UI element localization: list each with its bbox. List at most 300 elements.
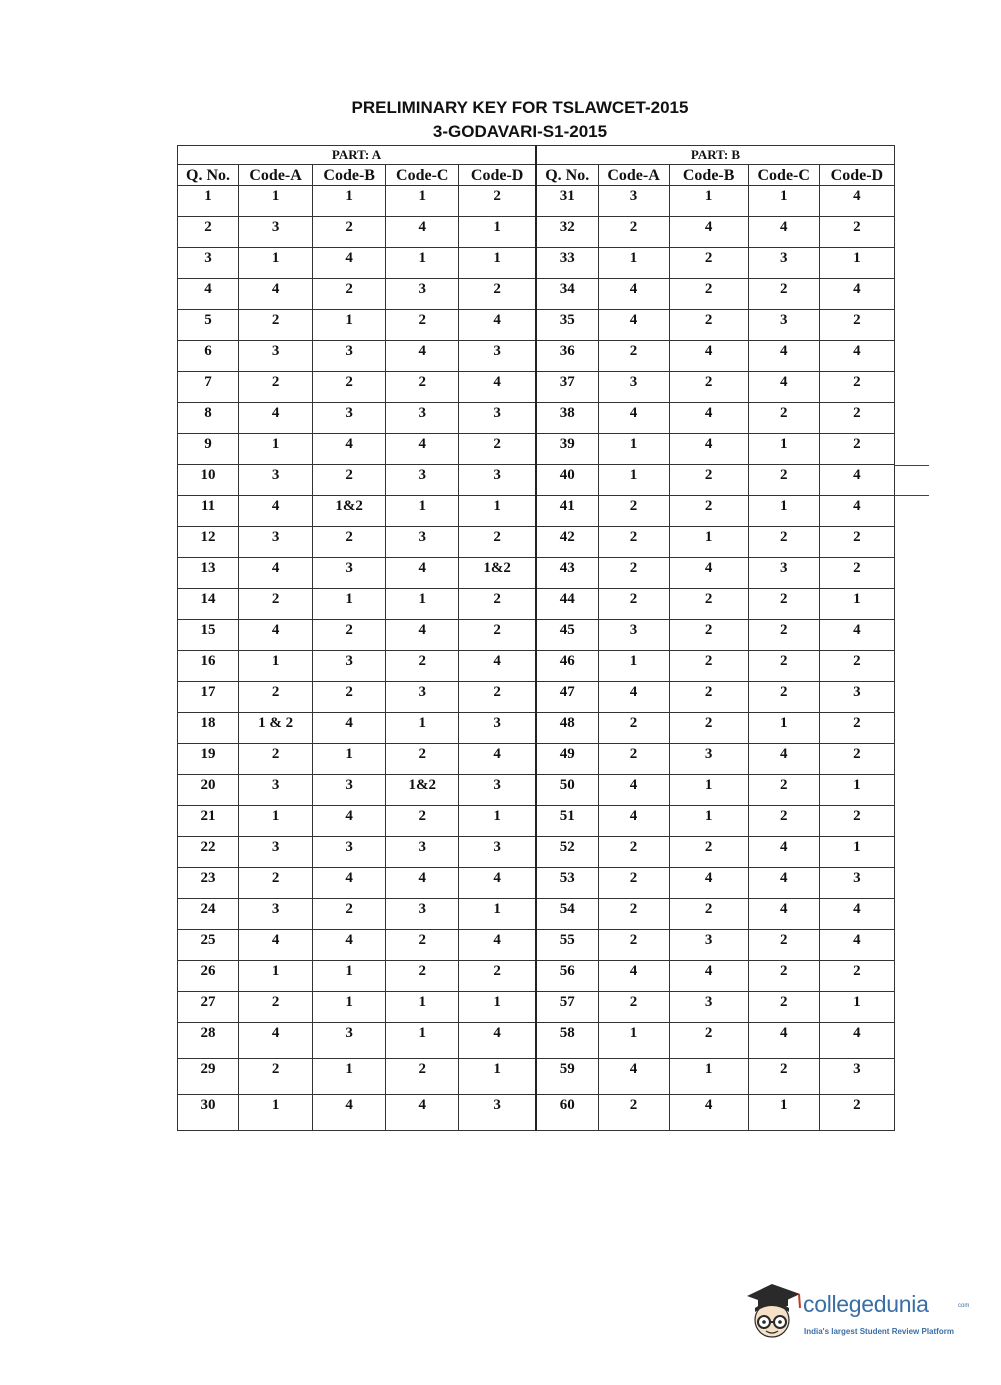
table-cell: 1 (669, 775, 748, 806)
table-cell: 2 (313, 279, 386, 310)
table-cell: 4 (239, 930, 313, 961)
brand-tagline: India's largest Student Review Platform (804, 1327, 954, 1336)
table-cell: 37 (536, 372, 598, 403)
table-cell: 1 (459, 992, 536, 1023)
table-cell: 1 (313, 961, 386, 992)
table-cell: 2 (178, 217, 239, 248)
table-cell: 2 (669, 279, 748, 310)
table-cell: 17 (178, 682, 239, 713)
table-cell: 53 (536, 868, 598, 899)
table-cell: 1 (459, 496, 536, 527)
table-cell: 23 (178, 868, 239, 899)
table-cell: 4 (459, 651, 536, 682)
table-cell: 2 (669, 682, 748, 713)
table-cell: 3 (313, 651, 386, 682)
table-cell: 3 (313, 775, 386, 806)
table-row (178, 682, 895, 713)
table-cell: 4 (598, 310, 669, 341)
table-cell: 2 (669, 310, 748, 341)
table-cell: 35 (536, 310, 598, 341)
table-cell: 3 (178, 248, 239, 279)
table-cell: 1 (459, 1059, 536, 1095)
table-row (178, 310, 895, 341)
table-cell: 1 (748, 1095, 819, 1131)
table-cell: 12 (178, 527, 239, 558)
table-cell: 4 (459, 372, 536, 403)
stray-rule-line (895, 495, 929, 496)
table-cell: 2 (459, 620, 536, 651)
table-cell: 4 (386, 434, 459, 465)
table-cell: 3 (386, 899, 459, 930)
table-row (178, 527, 895, 558)
table-cell: 40 (536, 465, 598, 496)
page-subtitle: 3-GODAVARI-S1-2015 (432, 122, 608, 141)
table-cell: 3 (386, 837, 459, 868)
column-header: Q. No. (178, 165, 239, 186)
table-cell: 57 (536, 992, 598, 1023)
table-cell: 38 (536, 403, 598, 434)
table-cell: 2 (669, 713, 748, 744)
table-cell: 4 (819, 899, 894, 930)
table-row (178, 1059, 895, 1095)
table-row (178, 372, 895, 403)
table-cell: 3 (598, 620, 669, 651)
table-cell: 2 (598, 713, 669, 744)
table-cell: 2 (819, 744, 894, 775)
table-cell: 1 (748, 434, 819, 465)
table-cell: 1 (748, 713, 819, 744)
table-cell: 2 (669, 248, 748, 279)
table-cell: 2 (598, 217, 669, 248)
table-cell: 4 (819, 930, 894, 961)
table-cell: 2 (239, 868, 313, 899)
table-cell: 4 (313, 713, 386, 744)
table-cell: 1 (239, 961, 313, 992)
table-cell: 3 (598, 372, 669, 403)
table-cell: 2 (748, 775, 819, 806)
table-cell: 3 (239, 527, 313, 558)
table-row (178, 651, 895, 682)
table-cell: 3 (669, 930, 748, 961)
table-cell: 58 (536, 1023, 598, 1059)
table-cell: 3 (386, 682, 459, 713)
table-cell: 3 (819, 1059, 894, 1095)
table-cell: 60 (536, 1095, 598, 1131)
table-cell: 2 (598, 496, 669, 527)
table-cell: 1 (313, 310, 386, 341)
table-cell: 2 (669, 651, 748, 682)
table-row (178, 992, 895, 1023)
table-cell: 33 (536, 248, 598, 279)
table-cell: 1 (748, 496, 819, 527)
table-cell: 4 (598, 1059, 669, 1095)
table-cell: 1 (459, 806, 536, 837)
table-cell: 3 (386, 465, 459, 496)
table-cell: 20 (178, 775, 239, 806)
table-cell: 2 (239, 589, 313, 620)
table-cell: 49 (536, 744, 598, 775)
table-cell: 3 (313, 558, 386, 589)
table-cell: 34 (536, 279, 598, 310)
table-cell: 56 (536, 961, 598, 992)
table-cell: 3 (459, 775, 536, 806)
table-cell: 2 (598, 930, 669, 961)
table-cell: 2 (239, 372, 313, 403)
table-row (178, 434, 895, 465)
table-cell: 4 (239, 620, 313, 651)
answer-key-table (177, 145, 895, 1131)
brand-name: collegedunia (803, 1291, 929, 1317)
table-cell: 4 (669, 434, 748, 465)
table-cell: 2 (313, 527, 386, 558)
column-header: Code-B (313, 165, 386, 186)
table-cell: 1 (598, 434, 669, 465)
table-row (178, 744, 895, 775)
table-cell: 2 (386, 744, 459, 775)
table-cell: 50 (536, 775, 598, 806)
table-cell: 2 (819, 558, 894, 589)
table-cell: 2 (598, 992, 669, 1023)
table-cell: 4 (669, 558, 748, 589)
table-cell: 4 (669, 403, 748, 434)
table-cell: 4 (239, 1023, 313, 1059)
column-header: Code-C (748, 165, 819, 186)
table-cell: 41 (536, 496, 598, 527)
table-cell: 4 (386, 1095, 459, 1131)
table-cell: 2 (386, 372, 459, 403)
table-cell: 2 (598, 589, 669, 620)
table-cell: 2 (313, 620, 386, 651)
table-cell: 2 (598, 341, 669, 372)
table-cell: 18 (178, 713, 239, 744)
table-cell: 2 (669, 1023, 748, 1059)
table-cell: 6 (178, 341, 239, 372)
table-cell: 2 (669, 837, 748, 868)
table-cell: 3 (239, 837, 313, 868)
table-cell: 1 (239, 186, 313, 217)
table-cell: 2 (313, 899, 386, 930)
table-cell: 2 (459, 279, 536, 310)
table-cell: 4 (313, 434, 386, 465)
table-cell: 1 (819, 589, 894, 620)
table-cell: 1 (386, 713, 459, 744)
table-cell: 2 (239, 1059, 313, 1095)
table-cell: 31 (536, 186, 598, 217)
table-row (178, 713, 895, 744)
table-cell: 3 (459, 341, 536, 372)
table-cell: 2 (239, 992, 313, 1023)
table-cell: 2 (748, 279, 819, 310)
table-cell: 3 (313, 341, 386, 372)
table-cell: 59 (536, 1059, 598, 1095)
page-title: PRELIMINARY KEY FOR TSLAWCET-2015 (351, 98, 689, 117)
table-cell: 4 (669, 961, 748, 992)
table-cell: 4 (313, 248, 386, 279)
table-cell: 2 (748, 992, 819, 1023)
table-cell: 4 (239, 403, 313, 434)
table-cell: 21 (178, 806, 239, 837)
table-cell: 39 (536, 434, 598, 465)
table-cell: 2 (819, 806, 894, 837)
table-cell: 1 (239, 651, 313, 682)
table-cell: 3 (239, 899, 313, 930)
table-cell: 1 (386, 589, 459, 620)
table-row (178, 403, 895, 434)
table-cell: 3 (669, 992, 748, 1023)
table-cell: 4 (386, 217, 459, 248)
table-cell: 4 (386, 868, 459, 899)
table-cell: 4 (313, 930, 386, 961)
table-cell: 4 (748, 837, 819, 868)
table-cell: 3 (748, 248, 819, 279)
table-cell: 1 (313, 186, 386, 217)
table-cell: 4 (313, 868, 386, 899)
table-cell: 4 (598, 806, 669, 837)
table-cell: 4 (313, 1095, 386, 1131)
table-cell: 1 (386, 248, 459, 279)
table-cell: 2 (819, 1095, 894, 1131)
table-cell: 3 (459, 1095, 536, 1131)
table-cell: 4 (459, 310, 536, 341)
table-cell: 2 (313, 682, 386, 713)
table-cell: 2 (239, 744, 313, 775)
column-header: Q. No. (536, 165, 598, 186)
table-cell: 1 (178, 186, 239, 217)
table-cell: 4 (669, 217, 748, 248)
table-cell: 16 (178, 651, 239, 682)
table-cell: 5 (178, 310, 239, 341)
table-row (178, 1023, 895, 1059)
table-cell: 36 (536, 341, 598, 372)
table-cell: 2 (598, 1095, 669, 1131)
table-cell: 3 (748, 558, 819, 589)
table-cell: 2 (598, 558, 669, 589)
table-cell: 51 (536, 806, 598, 837)
table-cell: 3 (598, 186, 669, 217)
table-row (178, 837, 895, 868)
table-cell: 2 (669, 465, 748, 496)
table-cell: 2 (313, 465, 386, 496)
table-cell: 2 (819, 310, 894, 341)
table-cell: 2 (819, 434, 894, 465)
table-cell: 3 (459, 837, 536, 868)
table-cell: 2 (669, 496, 748, 527)
table-cell: 3 (819, 868, 894, 899)
table-cell: 2 (598, 837, 669, 868)
table-cell: 4 (748, 868, 819, 899)
table-cell: 11 (178, 496, 239, 527)
table-cell: 46 (536, 651, 598, 682)
table-cell: 3 (313, 1023, 386, 1059)
table-cell: 1 (669, 186, 748, 217)
table-cell: 3 (313, 403, 386, 434)
table-cell: 1 (819, 775, 894, 806)
table-cell: 4 (669, 868, 748, 899)
table-cell: 9 (178, 434, 239, 465)
table-cell: 2 (748, 620, 819, 651)
table-cell: 1 (313, 744, 386, 775)
table-cell: 4 (459, 868, 536, 899)
table-row (178, 496, 895, 527)
table-cell: 1 (598, 465, 669, 496)
table-cell: 4 (239, 496, 313, 527)
table-cell: 1 (598, 651, 669, 682)
table-cell: 1 (239, 434, 313, 465)
table-cell: 44 (536, 589, 598, 620)
table-cell: 1&2 (313, 496, 386, 527)
table-cell: 4 (239, 279, 313, 310)
column-header: Code-A (598, 165, 669, 186)
table-cell: 2 (386, 930, 459, 961)
table-cell: 1 (819, 248, 894, 279)
table-row (178, 899, 895, 930)
table-cell: 1 (386, 992, 459, 1023)
table-cell: 13 (178, 558, 239, 589)
column-header: Code-D (459, 165, 536, 186)
table-cell: 48 (536, 713, 598, 744)
table-cell: 19 (178, 744, 239, 775)
table-row (178, 961, 895, 992)
table-cell: 4 (598, 961, 669, 992)
table-cell: 2 (313, 372, 386, 403)
table-cell: 2 (748, 651, 819, 682)
table-row (178, 341, 895, 372)
table-cell: 2 (748, 465, 819, 496)
table-cell: 2 (239, 682, 313, 713)
table-cell: 1 (669, 1059, 748, 1095)
table-cell: 2 (386, 310, 459, 341)
table-cell: 3 (239, 341, 313, 372)
table-cell: 1 (459, 899, 536, 930)
stray-rule-line (895, 465, 929, 466)
table-cell: 28 (178, 1023, 239, 1059)
table-row (178, 217, 895, 248)
table-cell: 43 (536, 558, 598, 589)
table-cell: 2 (386, 651, 459, 682)
part-b-header: PART: B (536, 146, 895, 165)
table-cell: 2 (748, 682, 819, 713)
table-cell: 4 (748, 217, 819, 248)
table-cell: 2 (386, 1059, 459, 1095)
column-header: Code-C (386, 165, 459, 186)
table-cell: 2 (669, 372, 748, 403)
table-cell: 4 (748, 341, 819, 372)
table-cell: 2 (748, 527, 819, 558)
table-cell: 1 (819, 837, 894, 868)
table-cell: 42 (536, 527, 598, 558)
table-cell: 1 (239, 248, 313, 279)
table-cell: 14 (178, 589, 239, 620)
table-cell: 4 (313, 806, 386, 837)
table-cell: 3 (386, 403, 459, 434)
column-header: Code-D (819, 165, 894, 186)
table-cell: 4 (748, 744, 819, 775)
table-row (178, 930, 895, 961)
table-cell: 3 (239, 465, 313, 496)
table-cell: 2 (598, 527, 669, 558)
table-cell: 54 (536, 899, 598, 930)
table-cell: 2 (819, 527, 894, 558)
table-cell: 4 (598, 279, 669, 310)
table-cell: 1 (313, 1059, 386, 1095)
table-cell: 2 (386, 806, 459, 837)
table-cell: 29 (178, 1059, 239, 1095)
table-cell: 4 (819, 279, 894, 310)
table-cell: 1 (386, 496, 459, 527)
table-cell: 4 (598, 403, 669, 434)
table-cell: 4 (459, 930, 536, 961)
table-row (178, 775, 895, 806)
table-cell: 2 (819, 403, 894, 434)
table-cell: 1 (313, 992, 386, 1023)
table-cell: 3 (386, 279, 459, 310)
table-cell: 2 (819, 217, 894, 248)
table-cell: 4 (819, 496, 894, 527)
table-row (178, 279, 895, 310)
table-row (178, 868, 895, 899)
table-cell: 4 (386, 341, 459, 372)
table-cell: 2 (459, 434, 536, 465)
table-cell: 4 (459, 744, 536, 775)
table-cell: 1 (669, 527, 748, 558)
table-cell: 4 (819, 1023, 894, 1059)
table-cell: 4 (386, 558, 459, 589)
table-cell: 2 (598, 744, 669, 775)
table-cell: 1 (313, 589, 386, 620)
table-cell: 45 (536, 620, 598, 651)
table-cell: 2 (819, 713, 894, 744)
table-row (178, 806, 895, 837)
table-cell: 1 (598, 1023, 669, 1059)
table-cell: 2 (459, 682, 536, 713)
table-cell: 4 (819, 341, 894, 372)
column-header: Code-A (239, 165, 313, 186)
table-cell: 2 (669, 589, 748, 620)
table-cell: 26 (178, 961, 239, 992)
table-cell: 32 (536, 217, 598, 248)
table-cell: 1 (239, 1095, 313, 1131)
table-cell: 4 (598, 775, 669, 806)
table-cell: 2 (748, 930, 819, 961)
table-cell: 3 (459, 465, 536, 496)
table-cell: 3 (459, 713, 536, 744)
table-cell: 4 (239, 558, 313, 589)
table-cell: 3 (748, 310, 819, 341)
table-row (178, 620, 895, 651)
table-cell: 1 (386, 1023, 459, 1059)
part-a-header: PART: A (178, 146, 536, 165)
table-cell: 2 (748, 1059, 819, 1095)
table-cell: 4 (819, 186, 894, 217)
table-cell: 1 (459, 248, 536, 279)
table-cell: 4 (819, 465, 894, 496)
table-cell: 22 (178, 837, 239, 868)
table-cell: 2 (459, 527, 536, 558)
column-header: Code-B (669, 165, 748, 186)
table-cell: 2 (598, 899, 669, 930)
table-row (178, 186, 895, 217)
table-cell: 1 (239, 806, 313, 837)
table-cell: 1&2 (459, 558, 536, 589)
table-cell: 4 (178, 279, 239, 310)
table-cell: 2 (669, 620, 748, 651)
table-cell: 4 (748, 1023, 819, 1059)
table-cell: 1&2 (386, 775, 459, 806)
table-cell: 1 (819, 992, 894, 1023)
table-cell: 4 (819, 620, 894, 651)
table-cell: 25 (178, 930, 239, 961)
table-row (178, 248, 895, 279)
